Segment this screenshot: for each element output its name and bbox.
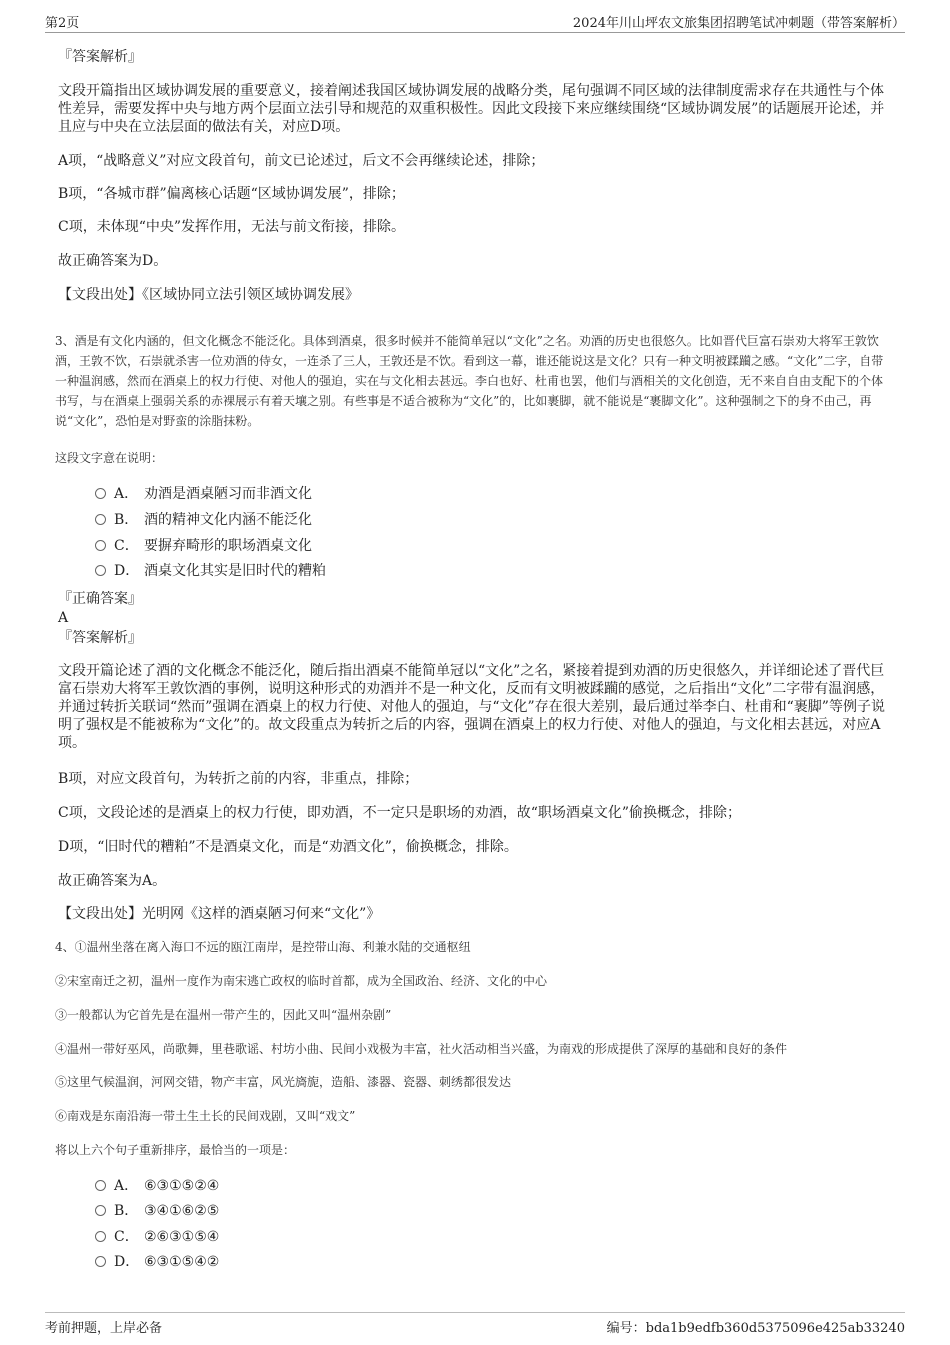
q4-option-d[interactable]: D． ⑥③①⑤④② bbox=[95, 1253, 219, 1271]
q3-source: 【文段出处】光明网《这样的酒桌陋习何来“文化”》 bbox=[58, 906, 381, 922]
radio-button-icon[interactable] bbox=[95, 488, 106, 499]
page-footer bbox=[45, 1312, 905, 1339]
radio-button-icon[interactable] bbox=[95, 1180, 106, 1191]
q3-option-c[interactable]: C． 要摒弃畸形的职场酒桌文化 bbox=[95, 537, 312, 555]
q4-sentence-5: ⑤这里气候温润，河网交错，物产丰富，风光旖旎，造船、漆器、瓷器、刺绣都很发达 bbox=[55, 1075, 512, 1089]
q2-source: 【文段出处】《区域协同立法引领区域协调发展》 bbox=[58, 287, 359, 303]
q3-option-b-analysis: B项，对应文段首句，为转折之前的内容，非重点，排除； bbox=[58, 771, 419, 787]
radio-button-icon[interactable] bbox=[95, 1205, 106, 1216]
q3-option-d-analysis: D项，“旧时代的糟粕”不是酒桌文化，而是“劝酒文化”，偷换概念，排除。 bbox=[58, 839, 518, 855]
q3-option-a[interactable]: A． 劝酒是酒桌陋习而非酒文化 bbox=[95, 485, 312, 503]
radio-button-icon[interactable] bbox=[95, 1256, 106, 1267]
q4-sentence-2: ②宋室南迁之初，温州一度作为南宋逃亡政权的临时首都，成为全国政治、经济、文化的中心 bbox=[55, 974, 548, 988]
q4-option-a[interactable]: A． ⑥③①⑤②④ bbox=[95, 1177, 219, 1195]
q2-analysis-label: 『答案解析』 bbox=[58, 49, 142, 65]
q4-option-c[interactable]: C． ②⑥③①⑤④ bbox=[95, 1228, 219, 1246]
footer-slogan: 考前押题，上岸必备 bbox=[45, 1321, 163, 1336]
q2-option-b-analysis: B项，“各城市群”偏离核心话题“区域协调发展”，排除； bbox=[58, 186, 405, 202]
q3-option-b[interactable]: B． 酒的精神文化内涵不能泛化 bbox=[95, 511, 312, 529]
q3-option-c-analysis: C项，文段论述的是酒桌上的权力行使，即劝酒，不一定只是职场的劝酒，故“职场酒桌文化”偷换概念，排除； bbox=[58, 805, 742, 821]
q2-option-a-analysis: A项，“战略意义”对应文段首句，前文已论述过，后文不会再继续论述，排除； bbox=[58, 153, 545, 169]
page-number: 第2页 bbox=[45, 16, 80, 31]
radio-button-icon[interactable] bbox=[95, 1231, 106, 1242]
q3-analysis-text: 文段开篇论述了酒的文化概念不能泛化，随后指出酒桌不能简单冠以“文化”之名，紧接着提到劝酒的历史很悠久，并详细论述了晋代巨富石崇劝大将军王敦饮酒的事例，说明这种形式的劝酒并不是一种文化，反而有文明被蹂躏的感觉，之后指出“文化”二字带有温润感，并通过转折关联词“然而”强调在酒桌上的权力行使、对他人的强迫，与“文化”存在很大差别，最后通过举李白、杜甫和“裹脚”等例子说明了强权是不能被称为“文化”的。故文段重点为转折之后的内容，强调在酒桌上的权力行使、对他人的强迫，与文化相去甚远，对应A项。 bbox=[58, 663, 885, 751]
q4-sentence-3: ③一般都认为它首先是在温州一带产生的，因此又叫“温州杂剧” bbox=[55, 1008, 392, 1022]
q2-option-c-analysis: C项，未体现“中央”发挥作用，无法与前文衔接，排除。 bbox=[58, 219, 406, 235]
q2-analysis-text: 文段开篇指出区域协调发展的重要意义，接着阐述我国区域协调发展的战略分类，尾句强调不同区域的法律制度需求存在共通性与个体性差异，需要发挥中央与地方两个层面立法引导和规范的双重积极性。因此文段接下来应继续围绕“区域协调发展”的话题展开论述，并且应与中央在立法层面的做法有关，对应D项。 bbox=[58, 83, 885, 135]
q4-sentence-6: ⑥南戏是东南沿海一带土生土长的民间戏剧，又叫“戏文” bbox=[55, 1109, 356, 1123]
q4-option-b[interactable]: B． ③④①⑥②⑤ bbox=[95, 1202, 219, 1220]
radio-button-icon[interactable] bbox=[95, 565, 106, 576]
page-header bbox=[45, 12, 905, 33]
q3-prompt: 这段文字意在说明： bbox=[55, 451, 164, 465]
q3-option-d[interactable]: D． 酒桌文化其实是旧时代的糟粕 bbox=[95, 562, 326, 580]
q4-sentence-4: ④温州一带好巫风，尚歌舞，里巷歌谣、村坊小曲、民间小戏极为丰富，社火活动相当兴盛，为南戏的形成提供了深厚的基础和良好的条件 bbox=[55, 1042, 788, 1056]
q3-correct-label: 『正确答案』 bbox=[58, 591, 142, 607]
q2-conclusion: 故正确答案为D。 bbox=[58, 253, 168, 269]
q4-sentence-1: 4、①温州坐落在离入海口不远的瓯江南岸，是控带山海、利兼水陆的交通枢纽 bbox=[55, 940, 471, 954]
q3-correct-answer: A bbox=[58, 610, 69, 626]
q3-stem: 3、酒是有文化内涵的，但文化概念不能泛化。具体到酒桌，很多时候并不能简单冠以“文化”之名。劝酒的历史也很悠久。比如晋代巨富石崇劝大将军王敦饮酒，王敦不饮，石崇就杀害一位劝酒的侍女，一连杀了三人，王敦还是不饮。看到这一幕，谁还能说这是文化？只有一种文明被蹂躏之感。“文化”二字，自带一种温润感，然而在酒桌上的权力行使、对他人的强迫，实在与文化相去甚远。李白也好、杜甫也罢，他们与酒相关的文化创造，无不来自自由支配下的个体书写，与在酒桌上强弱关系的赤裸展示有着天壤之别。有些事是不适合被称为“文化”的，比如裹脚，就不能说是“裹脚文化”。这种强制之下的身不由己，再说“文化”，恐怕是对野蛮的涂脂抹粉。 bbox=[55, 334, 884, 428]
q4-prompt: 将以上六个句子重新排序，最恰当的一项是： bbox=[55, 1143, 296, 1157]
document-id: 编号：bda1b9edfb360d5375096e425ab33240 bbox=[606, 1321, 905, 1336]
radio-button-icon[interactable] bbox=[95, 540, 106, 551]
radio-button-icon[interactable] bbox=[95, 514, 106, 525]
q3-analysis-label: 『答案解析』 bbox=[58, 630, 142, 646]
q3-conclusion: 故正确答案为A。 bbox=[58, 873, 167, 889]
document-title: 2024年川山坪农文旅集团招聘笔试冲刺题（带答案解析） bbox=[572, 16, 905, 31]
